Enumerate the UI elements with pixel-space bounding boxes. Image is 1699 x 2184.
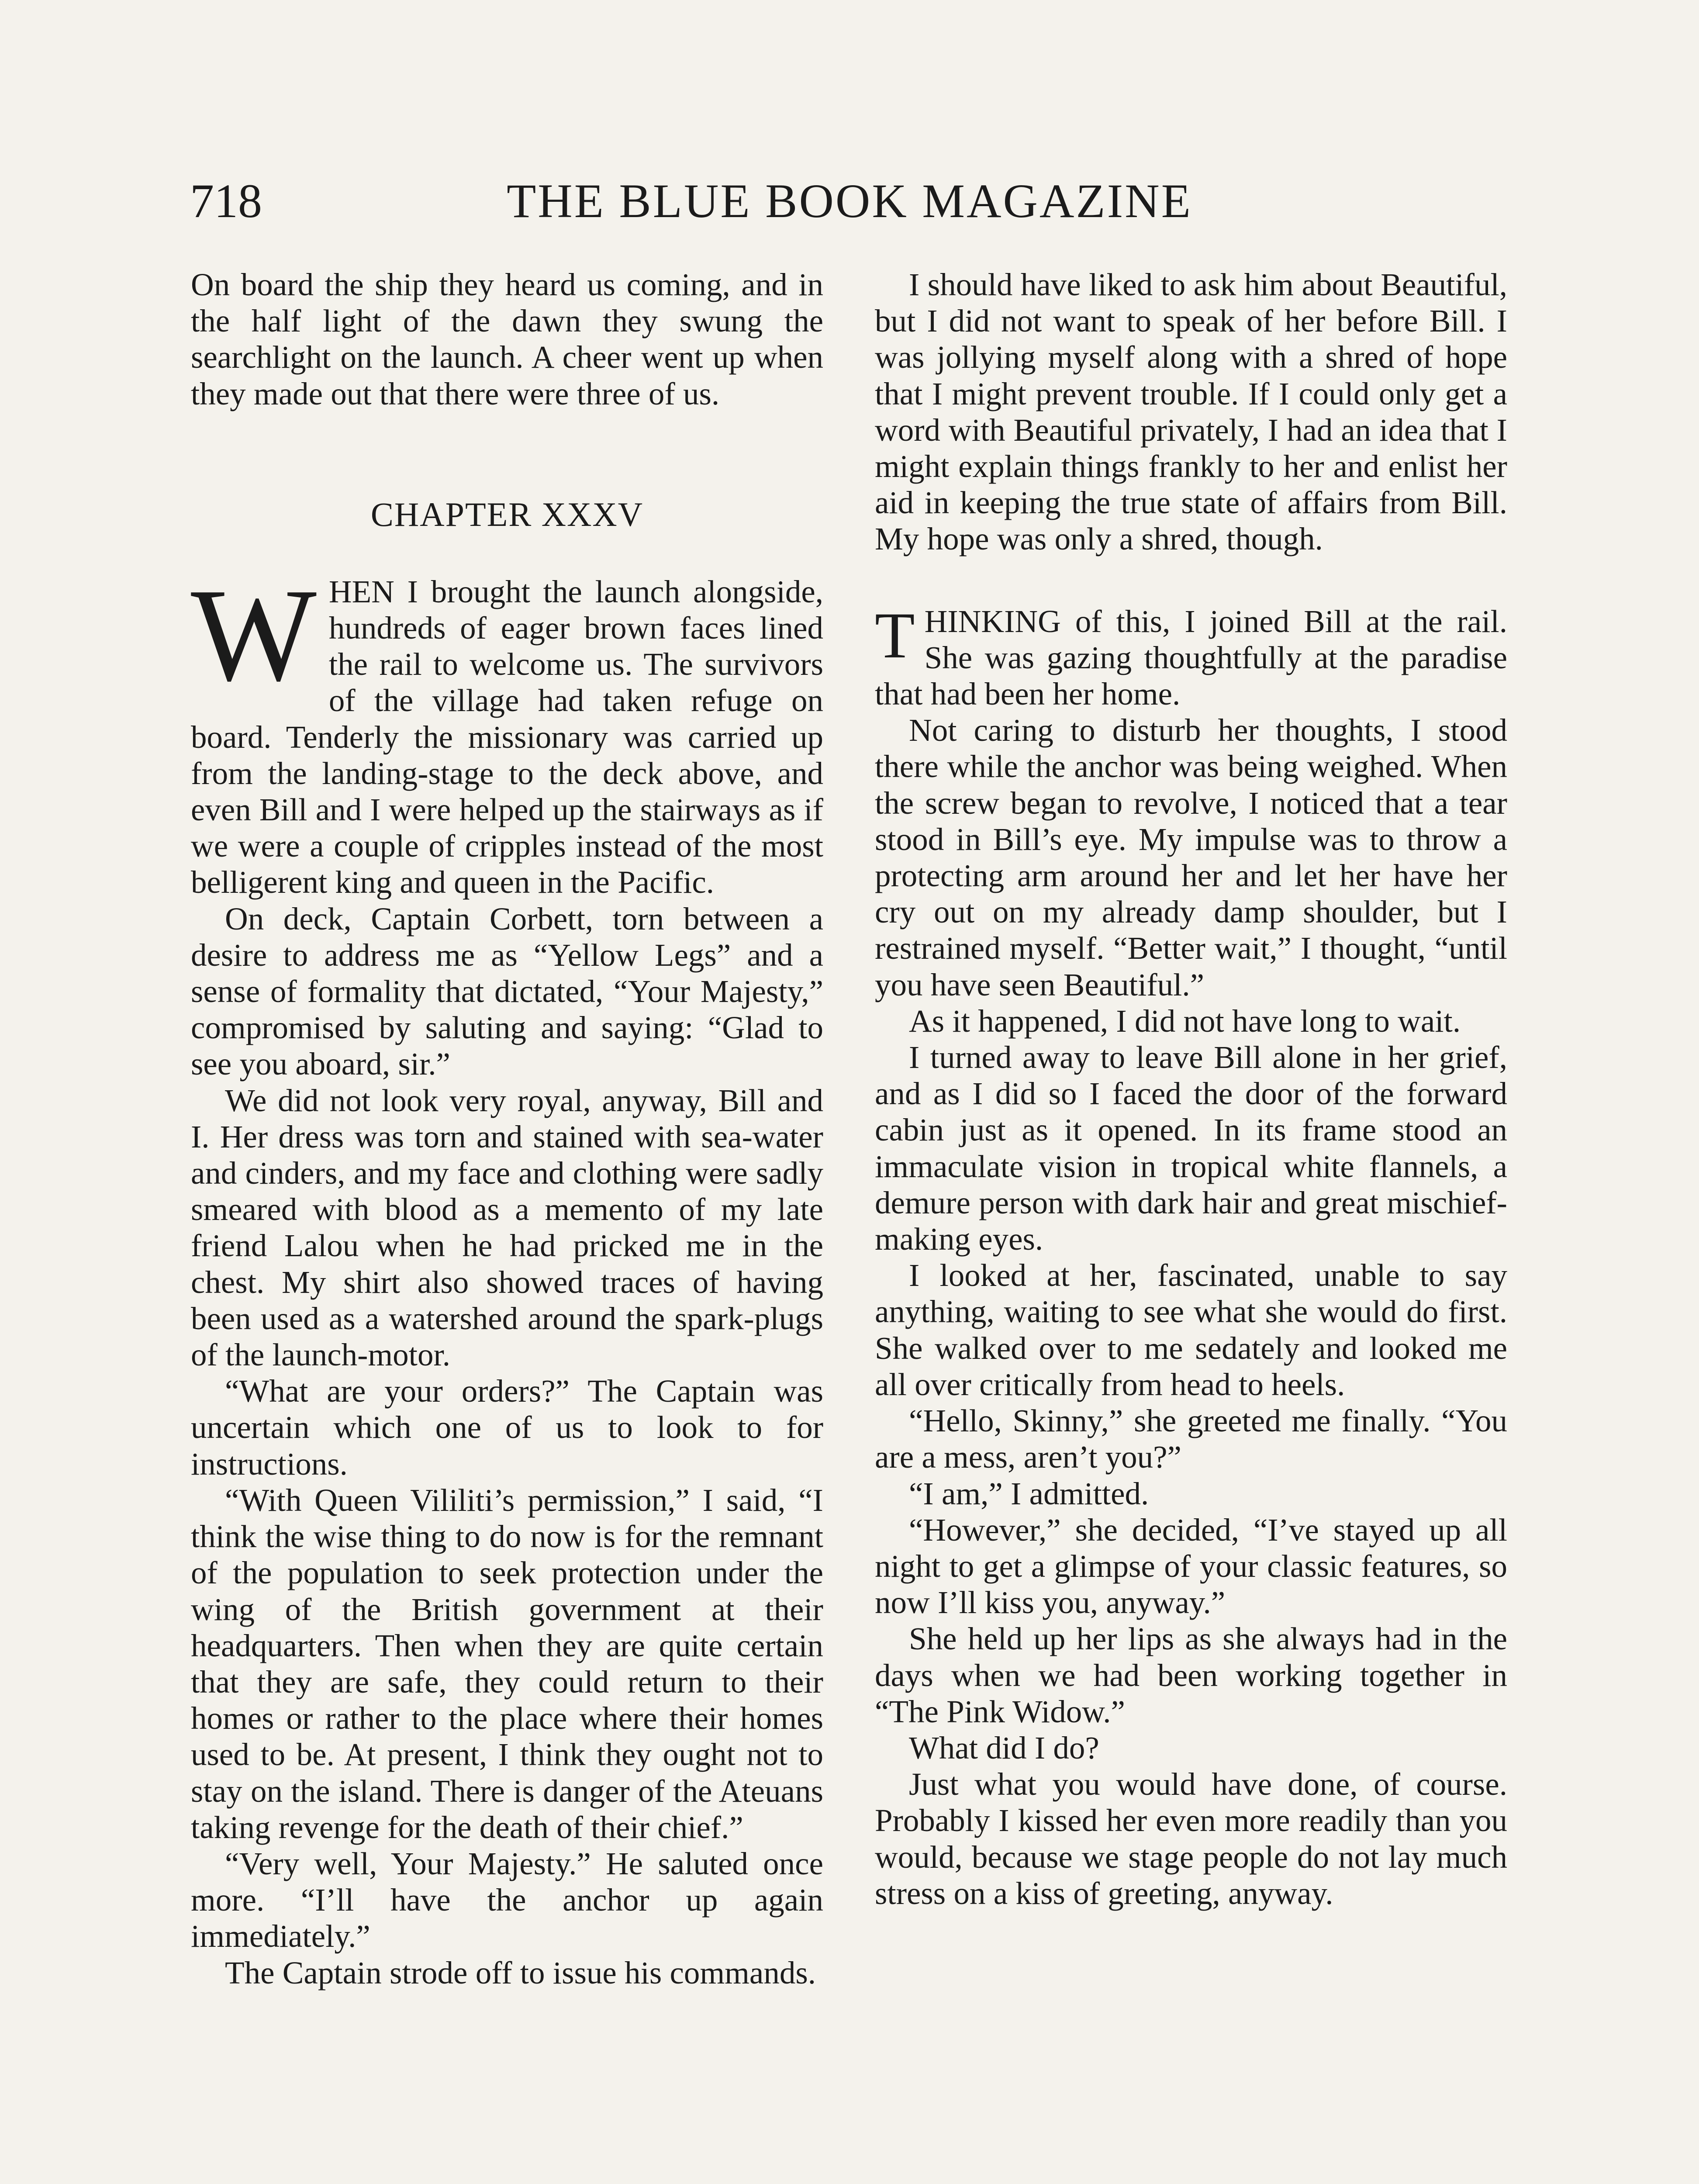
paragraph: On board the ship they heard us coming, and in the half light of the dawn they swung the searchlight on the launch. A cheer went up when they made out that there were three of us. (191, 267, 823, 411)
right-column (875, 266, 1507, 1911)
paragraph: The Captain strode off to issue his commands. (225, 1955, 816, 1990)
paragraph: On deck, Captain Corbett, torn between a desire to address me as “Yellow Legs” and a sense of formality that dictated, “Your Majesty,” compromised by saluting and saying: “Glad to see you aboard, sir.” (191, 901, 823, 1082)
section-opening-paragraph (875, 599, 1507, 712)
paragraph: I turned away to leave Bill alone in her grief, and as I did so I faced the door of the forward cabin just as it opened. In its frame stood an immaculate vision in tropical white flannels, a demure person with dark hair and great mischief-making eyes. (875, 1040, 1507, 1257)
paragraph: “Hello, Skinny,” she greeted me finally. “You are a mess, aren’t you?” (875, 1403, 1507, 1475)
magazine-title: THE BLUE BOOK MAGAZINE (507, 174, 1192, 228)
page-number: 718 (190, 174, 262, 228)
left-column (191, 266, 823, 1991)
drop-cap: W (191, 560, 317, 708)
paragraph-text: HEN I brought the launch alongside, hundreds of eager brown faces lined the rail to welcome us. The survivors of the village had taken refuge on board. Tenderly the missionary was carried up from the landing-stage to the deck above, and even Bill and I were helped up the stairways as if we were a couple of cripples instead of the most belligerent king and queen in the Pacific. (191, 574, 823, 900)
paragraph: “However,” she decided, “I’ve stayed up all night to get a glimpse of your classic features, so now I’ll kiss you, anyway.” (875, 1512, 1507, 1621)
drop-cap: T (875, 599, 915, 672)
paragraph: As it happened, I did not have long to wait. (909, 1003, 1461, 1039)
paragraph-text: HINKING of this, I joined Bill at the rail. She was gazing thoughtfully at the paradise that had been her home. (875, 603, 1507, 712)
paragraph: I looked at her, fascinated, unable to say anything, waiting to see what she would do first. She walked over to me sedately and looked me all over critically from head to heels. (875, 1258, 1507, 1402)
paragraph: I should have liked to ask him about Beautiful, but I did not want to speak of her before Bill. I was jollying myself along with a shred of hope that I might prevent trouble. If I could only get a word with Beautiful privately, I had an idea that I might explain things frankly to her and enlist her aid in keeping the true state of affairs from Bill. My hope was only a shred, though. (875, 267, 1507, 557)
paragraph: What did I do? (909, 1730, 1099, 1766)
page-header (190, 170, 1509, 232)
paragraph: “Very well, Your Majesty.” He saluted once more. “I’ll have the anchor up again immediately.” (191, 1845, 823, 1954)
chapter-heading: CHAPTER XXXV (370, 495, 644, 533)
paragraph: “I am,” I admitted. (909, 1476, 1149, 1511)
paragraph: Not caring to disturb her thoughts, I stood there while the anchor was being weighed. When the screw began to revolve, I noticed that a tear stood in Bill’s eye. My impulse was to throw a protecting arm around her and let her have her cry out on my already damp shoulder, but I restrained myself. “Better wait,” I thought, “until you have seen Beautiful.” (875, 712, 1507, 1002)
paragraph: “What are your orders?” The Captain was uncertain which one of us to look to for instructions. (191, 1373, 823, 1482)
paragraph: We did not look very royal, anyway, Bill and I. Her dress was torn and stained with sea-water and cinders, and my face and clothing were sadly smeared with blood as a memento of my late friend Lalou when he had pricked me in the chest. My shirt also showed traces of having been used as a watershed around the spark-plugs of the launch-motor. (191, 1082, 823, 1373)
chapter-opening-paragraph (191, 560, 823, 901)
paragraph: She held up her lips as she always had in the days when we had been working together in “The Pink Widow.” (875, 1621, 1507, 1729)
paragraph: Just what you would have done, of course. Probably I kissed her even more readily than you would, because we stage people do not lay much stress on a kiss of greeting, anyway. (875, 1766, 1507, 1911)
paragraph: “With Queen Vililiti’s permission,” I said, “I think the wise thing to do now is for the remnant of the population to seek protection under the wing of the British government at their headquarters. Then when they are quite certain that they are safe, they could return to their homes or rather to the place where their homes used to be. At present, I think they ought not to stay on the island. There is danger of the Ateuans taking revenge for the death of their chief.” (191, 1482, 823, 1845)
